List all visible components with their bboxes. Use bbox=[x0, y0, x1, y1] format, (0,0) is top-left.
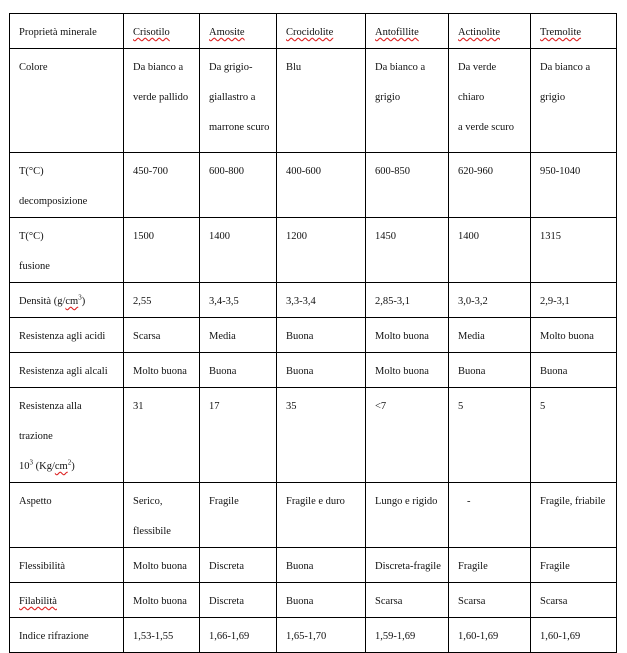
cell-value: 1500 bbox=[124, 218, 200, 283]
row-label-line: T(°C) bbox=[19, 231, 44, 242]
cell-line: Da bianco a bbox=[375, 62, 426, 73]
cell-value: 450-700 bbox=[124, 153, 200, 218]
cell-value: 5 bbox=[531, 388, 617, 483]
cell-value: Buona bbox=[277, 353, 366, 388]
header-mineral-label: Actinolite bbox=[458, 27, 500, 38]
row-label: Resistenza agli alcali bbox=[10, 353, 124, 388]
cell-value: Molto buona bbox=[124, 353, 200, 388]
cell-line: flessibile bbox=[133, 526, 171, 537]
cell-value: Discreta bbox=[200, 583, 277, 618]
cell-value: 1450 bbox=[366, 218, 449, 283]
cell-value: Lungo e rigido bbox=[366, 483, 449, 548]
cell-line: grigio bbox=[540, 92, 566, 103]
cell-value: 3,3-3,4 bbox=[277, 283, 366, 318]
cell-value: 620-960 bbox=[449, 153, 531, 218]
row-label bbox=[10, 283, 124, 318]
cell-value: Buona bbox=[277, 318, 366, 353]
row-label bbox=[10, 388, 124, 483]
cell-value: 1,60-1,69 bbox=[531, 618, 617, 653]
header-mineral-label: Antofillite bbox=[375, 27, 419, 38]
cell-value: - bbox=[449, 483, 531, 548]
row-decomposizione bbox=[10, 153, 617, 218]
label-superscript: 3 bbox=[78, 293, 82, 302]
row-label-text: Filabilità bbox=[19, 596, 57, 607]
cell-line: giallastro a bbox=[209, 92, 256, 103]
cell-value: 1315 bbox=[531, 218, 617, 283]
row-resistenza-acidi bbox=[10, 318, 617, 353]
cell-colore-amosite bbox=[200, 49, 277, 153]
cell-value: Buona bbox=[277, 548, 366, 583]
cell-line: verde pallido bbox=[133, 92, 189, 103]
row-label-line bbox=[19, 452, 118, 482]
label-superscript: 3 bbox=[29, 458, 33, 467]
row-label-line: Resistenza alla trazione bbox=[19, 401, 82, 442]
label-unit: cm bbox=[65, 296, 79, 307]
header-mineral-crocidolite bbox=[277, 14, 366, 49]
cell-value: <7 bbox=[366, 388, 449, 483]
cell-value: Scarsa bbox=[531, 583, 617, 618]
row-colore bbox=[10, 49, 617, 153]
cell-value: 2,85-3,1 bbox=[366, 283, 449, 318]
cell-value: Fragile, friabile bbox=[531, 483, 617, 548]
cell-value: 400-600 bbox=[277, 153, 366, 218]
row-label: Resistenza agli acidi bbox=[10, 318, 124, 353]
cell-value: Molto buona bbox=[366, 353, 449, 388]
label-unit: cm bbox=[54, 461, 68, 472]
cell-value: Fragile bbox=[200, 483, 277, 548]
cell-value: 17 bbox=[200, 388, 277, 483]
cell-value: Media bbox=[449, 318, 531, 353]
row-resistenza-trazione bbox=[10, 388, 617, 483]
cell-value: Molto buona bbox=[531, 318, 617, 353]
cell-value: 1,59-1,69 bbox=[366, 618, 449, 653]
header-mineral-label: Amosite bbox=[209, 27, 245, 38]
cell-value: 1400 bbox=[449, 218, 531, 283]
row-label bbox=[10, 583, 124, 618]
cell-value: Fragile bbox=[449, 548, 531, 583]
cell-value: Molto buona bbox=[124, 548, 200, 583]
cell-value: Buona bbox=[277, 583, 366, 618]
cell-value: 1,53-1,55 bbox=[124, 618, 200, 653]
cell-line: Da grigio- bbox=[209, 62, 253, 73]
cell-value: 2,9-3,1 bbox=[531, 283, 617, 318]
cell-value: Discreta bbox=[200, 548, 277, 583]
cell-colore-crisotilo bbox=[124, 49, 200, 153]
cell-value: 1,66-1,69 bbox=[200, 618, 277, 653]
row-aspetto bbox=[10, 483, 617, 548]
cell-value: Buona bbox=[449, 353, 531, 388]
cell-value: 1400 bbox=[200, 218, 277, 283]
label-text: 10 bbox=[19, 461, 30, 472]
cell-value: Discreta-fragile bbox=[366, 548, 449, 583]
label-superscript: 2 bbox=[67, 458, 72, 467]
cell-value: 5 bbox=[449, 388, 531, 483]
cell-value: Media bbox=[200, 318, 277, 353]
row-label-line: T(°C) bbox=[19, 166, 44, 177]
cell-value: Scarsa bbox=[124, 318, 200, 353]
cell-colore-crocidolite bbox=[277, 49, 366, 153]
row-label: Flessibilità bbox=[10, 548, 124, 583]
cell-line: Blu bbox=[286, 62, 302, 73]
cell-value: Scarsa bbox=[366, 583, 449, 618]
cell-value: Molto buona bbox=[124, 583, 200, 618]
label-text: ) bbox=[81, 296, 86, 307]
cell-colore-tremolite bbox=[531, 49, 617, 153]
row-filabilita bbox=[10, 583, 617, 618]
row-label-line: decomposizione bbox=[19, 196, 88, 207]
header-mineral-actinolite bbox=[449, 14, 531, 49]
row-fusione bbox=[10, 218, 617, 283]
row-label bbox=[10, 218, 124, 283]
row-label-line: fusione bbox=[19, 261, 50, 272]
header-row bbox=[10, 14, 617, 49]
row-label: Aspetto bbox=[10, 483, 124, 548]
mineral-properties-table bbox=[9, 13, 617, 653]
cell-value: 600-800 bbox=[200, 153, 277, 218]
cell-value: 3,0-3,2 bbox=[449, 283, 531, 318]
cell-line: Da verde chiaro bbox=[458, 62, 497, 103]
cell-value: 1200 bbox=[277, 218, 366, 283]
row-label: Colore bbox=[10, 49, 124, 153]
header-mineral-crisotilo bbox=[124, 14, 200, 49]
header-property: Proprietà minerale bbox=[10, 14, 124, 49]
label-text: (Kg/ bbox=[33, 461, 55, 472]
header-mineral-label: Crocidolite bbox=[286, 27, 334, 38]
cell-value: 950-1040 bbox=[531, 153, 617, 218]
cell-aspetto-crisotilo bbox=[124, 483, 200, 548]
cell-line: Da bianco a bbox=[540, 62, 591, 73]
mineral-properties-table-container bbox=[9, 13, 617, 653]
cell-value: Fragile e duro bbox=[277, 483, 366, 548]
cell-line: Serico, bbox=[133, 496, 163, 507]
header-mineral-antofillite bbox=[366, 14, 449, 49]
cell-value: 1,65-1,70 bbox=[277, 618, 366, 653]
cell-value: 3,4-3,5 bbox=[200, 283, 277, 318]
cell-colore-antofillite bbox=[366, 49, 449, 153]
header-mineral-label: Crisotilo bbox=[133, 27, 170, 38]
row-label: Indice rifrazione bbox=[10, 618, 124, 653]
label-text: ) bbox=[71, 461, 75, 472]
row-label bbox=[10, 153, 124, 218]
cell-line: Da bianco a bbox=[133, 62, 184, 73]
cell-value: 31 bbox=[124, 388, 200, 483]
header-mineral-tremolite bbox=[531, 14, 617, 49]
cell-value: Fragile bbox=[531, 548, 617, 583]
row-flessibilita bbox=[10, 548, 617, 583]
cell-value: Buona bbox=[531, 353, 617, 388]
cell-value: 600-850 bbox=[366, 153, 449, 218]
row-indice-rifrazione bbox=[10, 618, 617, 653]
label-text: Densità (g/ bbox=[19, 296, 66, 307]
cell-value: Scarsa bbox=[449, 583, 531, 618]
cell-line: grigio bbox=[375, 92, 401, 103]
header-mineral-amosite bbox=[200, 14, 277, 49]
cell-colore-actinolite bbox=[449, 49, 531, 153]
cell-value: 2,55 bbox=[124, 283, 200, 318]
header-mineral-label: Tremolite bbox=[540, 27, 582, 38]
row-densita bbox=[10, 283, 617, 318]
cell-value: 35 bbox=[277, 388, 366, 483]
cell-line: marrone scuro bbox=[209, 122, 270, 133]
cell-value: Buona bbox=[200, 353, 277, 388]
cell-value: 1,60-1,69 bbox=[449, 618, 531, 653]
cell-value: Molto buona bbox=[366, 318, 449, 353]
row-resistenza-alcali bbox=[10, 353, 617, 388]
cell-line: a verde scuro bbox=[458, 122, 514, 133]
